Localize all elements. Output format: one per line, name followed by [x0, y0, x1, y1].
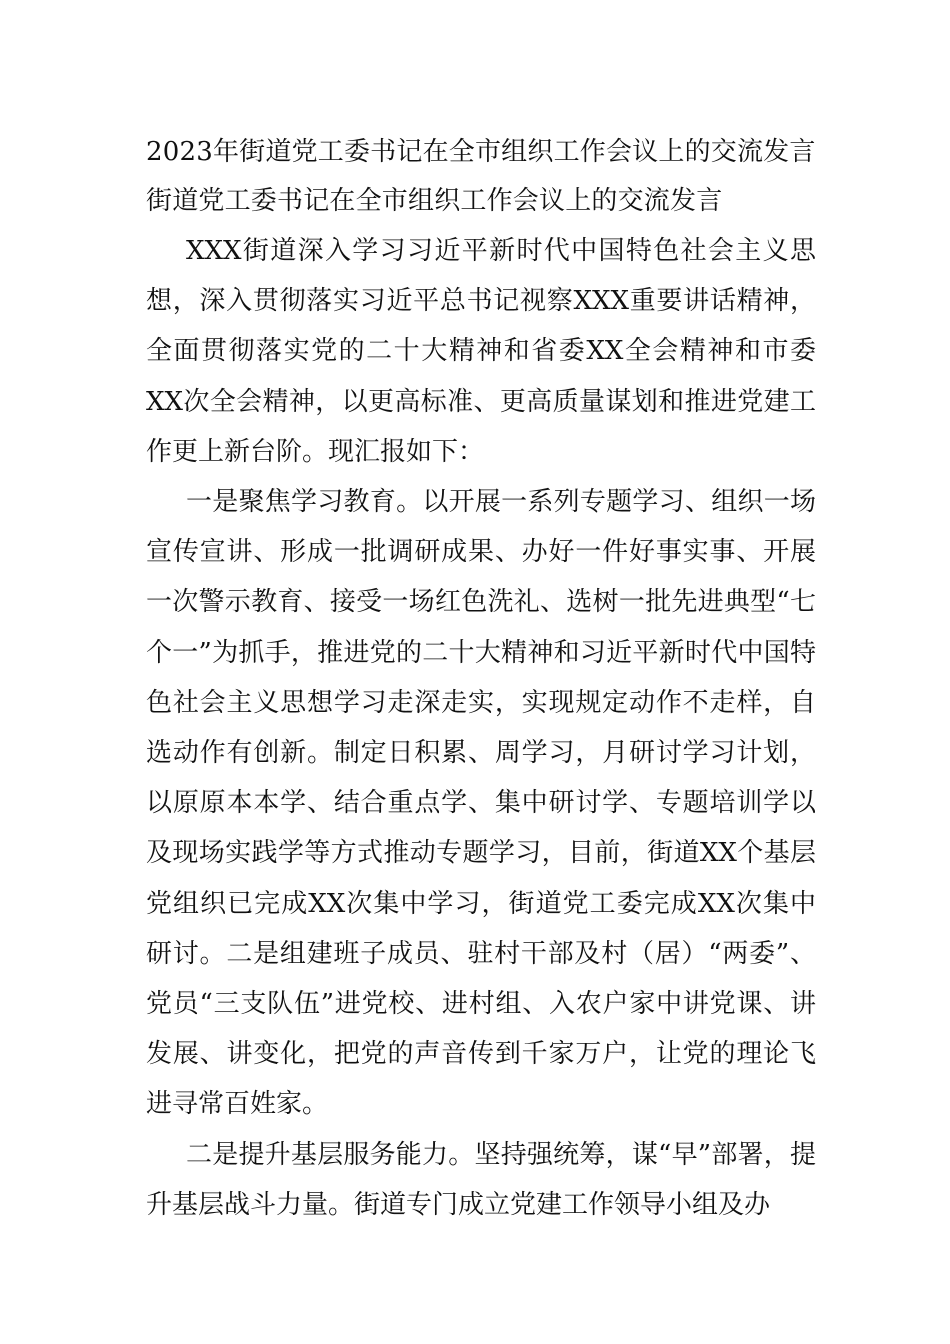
document-page — [146, 128, 816, 1230]
document-subtitle: 街道党工委书记在全市组织工作会议上的交流发言 — [146, 186, 723, 216]
paragraph-intro: XXX街道深入学习习近平新时代中国特色社会主义思想，深入贯彻落实习近平总书记视察XXX重要讲话精神，全面贯彻落实党的二十大精神和省委XX全会精神和市委XX次全会精神，以更高标准、更高质量谋划和推进党建工作更上新台阶。现汇报如下： — [146, 236, 816, 467]
paragraph-learning-education: 一是聚焦学习教育。以开展一系列专题学习、组织一场宣传宣讲、形成一批调研成果、办好一件好事实事、开展一次警示教育、接受一场红色洗礼、选树一批先进典型“七个一”为抓手，推进党的二十大精神和习近平新时代中国特色社会主义思想学习走深走实，实现规定动作不走样，自选动作有创新。制定日积累、周学习，月研讨学习计划，以原原本本学、结合重点学、集中研讨学、专题培训学以及现场实践学等方式推动专题学习，目前，街道XX个基层党组织已完成XX次集中学习，街道党工委完成XX次集中研讨。二是组建班子成员、驻村干部及村（居）“两委”、党员“三支队伍”进党校、进村组、入农户家中讲党课、讲发展、讲变化，把党的声音传到千家万户，让党的理论飞进寻常百姓家。 — [146, 487, 816, 1120]
paragraph-service-capacity: 二是提升基层服务能力。坚持强统筹，谋“早”部署，提升基层战斗力量。街道专门成立党建工作领导小组及办 — [146, 1139, 816, 1220]
document-title: 2023年街道党工委书记在全市组织工作会议上的交流发言 — [146, 137, 816, 167]
